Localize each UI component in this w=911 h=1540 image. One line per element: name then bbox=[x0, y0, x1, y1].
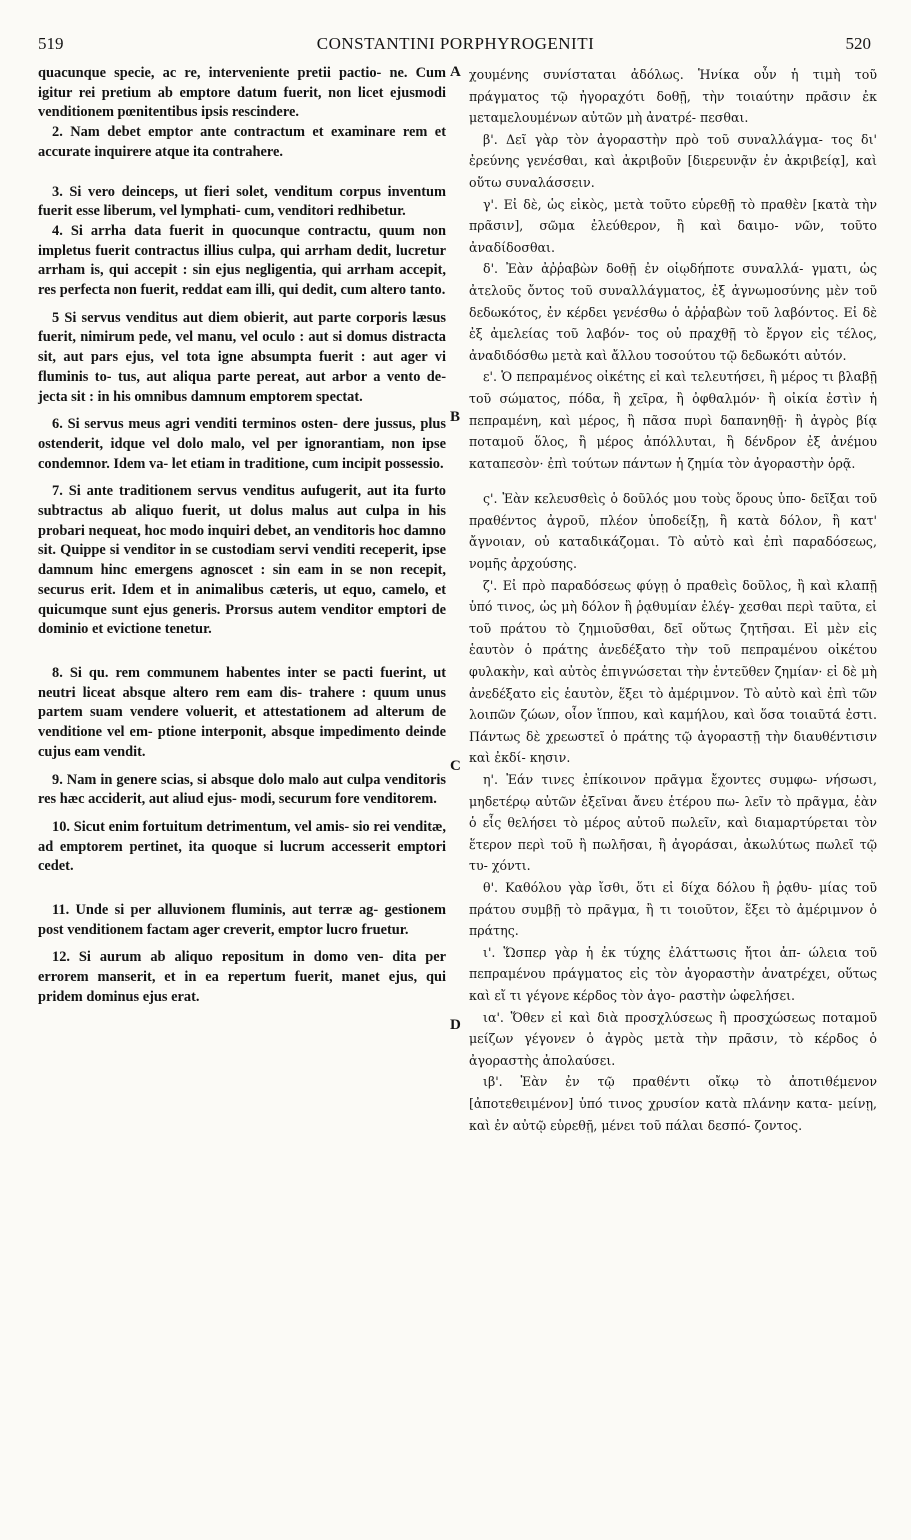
greek-para-6: ς'. Ἐὰν κελευσθεὶς ὁ δοῦλός μου τοὺς ὅρους ὑπο- δεῖξαι τοῦ πραθέντος ἀγροῦ, πλέον ὑποδείξῃ, ἢ κατὰ δόλον, ἢ κατ' ἄγνοιαν, οὐ καταδικάζομαι. Τὸ αὐτὸ καὶ ἐπὶ παραδόσεως, νομῆς ἀρχούσης. bbox=[469, 491, 877, 572]
latin-para-1: quacunque specie, ac re, interveniente pretii pactio- ne. Cum igitur rei pretium ab emptore datum fuerit, non licet ejusmodi venditionem pœnitentibus ipsis rescindere. bbox=[38, 65, 446, 121]
latin-para-12: 12. Si aurum ab aliquo repositum in domo ven- dita per errorem manserit, et in ea repertum fuerit, manet ejus, qui pridem dominus ejus erat. bbox=[38, 949, 446, 1005]
page-number-right: 520 bbox=[845, 34, 871, 53]
greek-para-12: ιβ'. Ἐὰν ἐν τῷ πραθέντι οἴκῳ τὸ ἀποτιθέμενον [ἀποτεθειμένον] ὑπό τινος χρυσίον κατὰ πλάνην κατα- μείνῃ, καὶ ἐν αὐτῷ εὑρεθῇ, μένει τοῦ πάλαι δεσπό- ζοντος. bbox=[469, 1074, 877, 1133]
page-number-left: 519 bbox=[38, 34, 64, 53]
greek-para-7: ζ'. Εἰ πρὸ παραδόσεως φύγῃ ὁ πραθεὶς δοῦλος, ἢ καὶ κλαπῇ ὑπό τινος, ὡς μὴ δόλον ἢ ῥᾳθυμίαν ἐλέγ- χεσθαι περὶ ταῦτα, εἰ τοῦ πράτου τὸ ζημιοῦσθαι, δεῖ οὕτως ζητῆσαι. Εἰ μὲν εἰς ἑαυτὸν ὁ πράτης ἀνεδέξατο τὴν τοῦ πεπραμένου οἰκέτου φυλακὴν, καὶ αὐτὸς ἐπιγνώσεται τὴν ἐντεῦθεν ζημίαν· εἰ δὲ μὴ ἀνεδέξατο εἰς ἑαυτὸν, ἕξει τὸ ἀμέριμνον. Τὸ αὐτὸ καὶ ἐπὶ τῶν λοιπῶν ζώων, οἷον ἵππου, καὶ καμήλου, καὶ ὅσα τοιαῦτά ἐστι. Πάντως δὲ χρεωστεῖ ὁ πράτης τῷ ἀγοραστῇ τὴν διαυθέντισιν καὶ ἐκδί- κησιν. bbox=[469, 577, 877, 766]
greek-para-9: θ'. Καθόλου γὰρ ἴσθι, ὅτι εἰ δίχα δόλου ἢ ῥᾳθυ- μίας τοῦ πράτου συμβῇ τὸ πρᾶγμα, ἢ τι τοιοῦτον, ἕξει τὸ ἀμέριμνον ὁ πράτης. bbox=[469, 879, 877, 939]
greek-para-3: γ'. Εἰ δὲ, ὡς εἰκὸς, μετὰ τοῦτο εὑρεθῇ τὸ πραθὲν [κατὰ τὴν πρᾶσιν], σῶμα ἐλεύθερον, ἢ καὶ δαιμο- νῶν, τοῦτο ἀναδίδοσθαι. bbox=[469, 196, 877, 255]
latin-para-8: 8. Si qu. rem communem habentes inter se pacti fuerint, ut neutri liceat absque altero rem eam dis- trahere : quum unus partem suam vendere voluerit, et attestationem ad alterum de venditione vel em- ptione interponit, absque impedimento deinde cujus eam vendit. bbox=[38, 664, 446, 760]
latin-column bbox=[38, 64, 446, 1008]
latin-para-10: 10. Sicut enim fortuitum detrimentum, vel amis- sio rei venditæ, ad emptorem pertinet, ita quoque si lucrum accesserit emptori cedet. bbox=[38, 818, 446, 875]
greek-para-2: β'. Δεῖ γὰρ τὸν ἀγοραστὴν πρὸ τοῦ συναλλάγμα- τος δι' ἐρεύνης γενέσθαι, καὶ ἀκριβοῦν [διερευνᾷν ἐν ἀκριβείᾳ], καὶ οὕτω συναλάσσειν. bbox=[469, 131, 877, 190]
margin-marker-b: B bbox=[450, 409, 461, 425]
greek-para-10: ι'. Ὥσπερ γὰρ ἡ ἐκ τύχης ἐλάττωσις ἤτοι ἀπ- ώλεια τοῦ πεπραμένου πράγματος εἰς τὸν ἀγοραστὴν ἀνατρέχει, οὕτως καὶ εἴ τι γέγονε κέρδος τὸν ἀγο- ραστὴν ὠφελήσει. bbox=[469, 944, 877, 1003]
greek-para-11: ια'. Ὅθεν εἰ καὶ διὰ προσχλύσεως ἢ προσχώσεως ποταμοῦ μείζων γέγονεν ὁ ἀγρὸς μετὰ τὴν πρᾶσιν, τὸ κέρδος ὁ ἀγοραστὴς ἀπολαύσει. bbox=[469, 1009, 877, 1068]
margin-marker-d: D bbox=[450, 1017, 461, 1033]
margin-marker-c: C bbox=[450, 758, 461, 774]
latin-para-9: 9. Nam in genere scias, si absque dolo malo aut culpa venditoris res hæc acciderit, aut aliud ejus- modi, securum fore venditorem. bbox=[38, 771, 446, 808]
latin-para-6: 6. Si servus meus agri venditi terminos osten- dere jussus, plus ostenderit, idque vel dolo malo, vel per ignorantiam, non ipse condemnor. Idem va- let etiam in traditione, cum incipit possessio. bbox=[38, 416, 446, 472]
latin-para-2: 2. Nam debet emptor ante contractum et examinare rem et accurate inquirere atque ita contrahere. bbox=[38, 124, 446, 160]
latin-para-3: 3. Si vero deinceps, ut fieri solet, venditum corpus inventum fuerit esse liberum, vel lymphati- cum, venditori redhibetur. bbox=[38, 183, 446, 220]
greek-para-1: χουμένης συνίσταται ἀδόλως. Ἡνίκα οὖν ἡ τιμὴ τοῦ πράγματος τῷ ἠγοραχότι δοθῇ, τὴν τοιαύτην πρᾶσιν ἐκ μεταμελουμένων αὐτῶν μὴ ἀνατρέ- πεσθαι. bbox=[469, 67, 877, 126]
latin-para-5: 5 Si servus venditus aut diem obierit, aut parte corporis læsus fuerit, nimirum pede, vel manu, vel oculo : aut si domus distracta sit, aut pars ejus, vel tota igne absumpta fuerit : aut ager vi fluminis to- tus, aut aliqua parte pereat, aut arbor a vento de- jecta sit : in his omnibus damnum emptorem spectat. bbox=[38, 309, 446, 405]
greek-para-8: η'. Ἐάν τινες ἐπίκοινον πρᾶγμα ἔχοντες συμφω- νήσωσι, μηδετέρῳ αὐτῶν ἐξεῖναι ἄνευ ἑτέρου πω- λεῖν τὸ πρᾶγμα, ἐὰν ὁ εἷς θελήσει τὸ μέρος αὐτοῦ πωλεῖν, καὶ διαμαρτύρεται τὸν ἕτερον περὶ τοῦ ἢ πωλῆσαι, ἢ ἀγοράσαι, ἀκωλύτως πωλεῖ τῷ τυ- χόντι. bbox=[469, 772, 877, 874]
latin-para-7: 7. Si ante traditionem servus venditus aufugerit, aut ita furto subtractus ab aliquo fuerit, ut dolus malus aut culpa in his probari nequeat, hoc modo inquiri debet, an venditoris hoc damno sit. Quippe si venditor in se custodiam servi venditi receperit, ipse damnum hinc emergens agnoscet : sin eam in se non recepit, securus erit. Idem et in animalibus cæteris, ut equo, camelo, et quicumque sunt ejus generis. Prorsus autem venditor emptori de dominio et evictione tenetur. bbox=[38, 483, 446, 638]
latin-para-11: 11. Unde si per alluvionem fluminis, aut terræ ag- gestionem post venditionem factam ager creverit, emptor lucro fruetur. bbox=[38, 902, 446, 938]
running-title: CONSTANTINI PORPHYROGENITI bbox=[316, 34, 595, 53]
greek-para-4: δ'. Ἐὰν ἀῤῥαβὼν δοθῇ ἐν οἱῳδήποτε συναλλά- γματι, ὡς ἀτελοῦς ὄντος τοῦ συναλλάγματος, ἐξ ἀγνωμοσύνης μὲν τοῦ δεδωκότος, ἐν κέρδει γενέσθω ὁ ἀῤῥαβὼν τοῦ λαβόντος. Εἰ δὲ ἐξ ἀμελείας τοῦ λαβόν- τος οὐ πραχθῇ τὸ ἔργον εἰς τέλος, ἀναδιδόσθω μετὰ καὶ ἄλλου τοσούτου τῷ δεδωκότι αὐτόν. bbox=[469, 261, 877, 363]
latin-para-4: 4. Si arrha data fuerit in quocunque contractu, quum non impletus fuerit contractus illius culpa, qui arrham dedit, lucretur arrham is, qui accepit : sin ejus negligentia, qui arrham accepit, res perfecta non fuerit, reddat eam illi, qui dedit, cum altero tanto. bbox=[38, 222, 446, 299]
greek-column bbox=[469, 64, 877, 1136]
margin-marker-a: A bbox=[450, 64, 461, 80]
greek-para-5: ε'. Ὁ πεπραμένος οἰκέτης εἰ καὶ τελευτήσει, ἢ μέρος τι βλαβῇ τοῦ σώματος, πόδα, ἢ χεῖρα, ἢ ὀφθαλμόν· ἢ οἰκία ἐστὶν ἡ πεπραμένη, καὶ μέρος, ἢ πᾶσα πυρὶ δαπανηθῇ· ἢ ἀγρὸς βίᾳ ποταμοῦ ὅλος, ἢ μέρος ἀπόλλυται, ἢ δένδρον ἐξ ἀνέμου καταπεσὸν· ἐπὶ τούτων πάντων ἡ ζημία τὸν ἀγοραστὴν ὁρᾷ. bbox=[469, 369, 877, 471]
page-header bbox=[0, 34, 911, 62]
